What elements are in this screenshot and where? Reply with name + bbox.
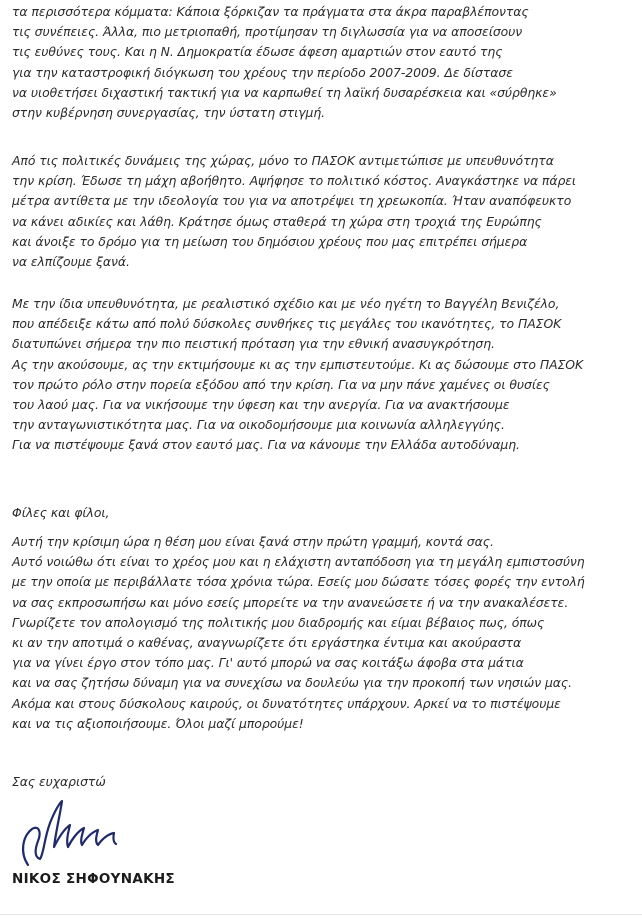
text-line: Ακόμα και στους δύσκολους καιρούς, οι δυνατότητες υπάρχουν. Αρκεί να το πιστέψουμε <box>12 695 561 711</box>
paragraph-3 <box>12 294 583 456</box>
text-line: για την καταστροφική διόγκωση του χρέους την περίοδο 2007-2009. Δε δίστασε <box>12 64 513 80</box>
text-line: για να γίνει έργο στον τόπο μας. Γι' αυτό μπορώ να σας κοιτάξω άφοβα στα μάτια <box>12 655 524 671</box>
text-line: τις συνέπειες. Άλλα, πιο μετριοπαθή, προτίμησαν τη διγλωσσία για να αποσείσουν <box>12 24 523 40</box>
text-line: τα περισσότερα κόμματα: Κάποια ξόρκιζαν τα πράγματα στα άκρα παραβλέποντας <box>12 4 529 19</box>
text-line: την ανταγωνιστικότητα μας. Για να οικοδομήσουμε μια κοινωνία αλληλεγγύης. <box>12 417 505 433</box>
paragraph-1 <box>12 2 557 123</box>
text-line: Για να πιστέψουμε ξανά στον εαυτό μας. Για να κάνουμε την Ελλάδα αυτοδύναμη. <box>12 437 520 453</box>
text-line: τις ευθύνες τους. Και η Ν. Δημοκρατία έδωσε άφεση αμαρτιών στον εαυτό της <box>12 44 503 60</box>
text-line: να υιοθετήσει διχαστική τακτική για να καρπωθεί τη λαϊκή δυσαρέσκεια και «σύρθηκε» <box>12 84 557 100</box>
salutation-text: Φίλες και φίλοι, <box>12 505 110 520</box>
text-line: Γνωρίζετε τον απολογισμό της πολιτικής μου διαδρομής και είμαι βέβαιος πως, όπως <box>12 614 545 630</box>
text-line: Από τις πολιτικές δυνάμεις της χώρας, μόνο το ΠΑΣΟΚ αντιμετώπισε με υπευθυνότητα <box>12 153 554 168</box>
text-line: με την οποία με περιβάλλατε τόσα χρόνια τώρα. Εσείς μου δώσατε τόσες φορές την εντολή <box>12 574 585 590</box>
paragraph-4 <box>12 532 585 734</box>
handwritten-signature <box>14 795 124 870</box>
text-line: την κρίση. Έδωσε τη μάχη αβοήθητο. Αψήφησε το πολιτικό κόστος. Αναγκάστηκε να πάρει <box>12 173 577 189</box>
bottom-divider <box>0 914 642 915</box>
text-line: και να σας ζητήσω δύναμη για να συνεχίσω να δουλεύω για την προκοπή των νησιών μας. <box>12 675 573 691</box>
text-line: να ελπίζουμε ξανά. <box>12 254 130 270</box>
text-line: στην κυβέρνηση συνεργασίας, την ύστατη στιγμή. <box>12 105 326 121</box>
text-line: και άνοιξε το δρόμο για τη μείωση του δημόσιου χρέους που μας επιτρέπει σήμερα <box>12 233 528 249</box>
salutation <box>12 503 109 523</box>
text-line: να σας εκπροσωπήσω και μόνο εσείς μπορείτε να την ανανεώσετε ή να την ανακαλέσετε. <box>12 594 569 610</box>
text-line: μέτρα αντίθετα με την ιδεολογία του για να αποτρέψει τη χρεωκοπία. Ήταν αναπόφευκτο <box>12 193 572 209</box>
text-line: διατυπώνει σήμερα την πιο πειστική πρόταση για την εθνική ανασυγκρότηση. <box>12 336 495 352</box>
closing-thanks <box>12 772 106 792</box>
text-line: Ας την ακούσουμε, ας την εκτιμήσουμε κι ας την εμπιστευτούμε. Κι ας δώσουμε στο ΠΑΣΟΚ <box>12 356 584 372</box>
text-line: Με την ίδια υπευθυνότητα, με ρεαλιστικό σχέδιο και με νέο ηγέτη το Βαγγέλη Βενιζέλο, <box>12 296 560 311</box>
text-line: και να τις αξιοποιήσουμε. Όλοι μαζί μπορούμε! <box>12 715 304 731</box>
signer-name: ΝΙΚΟΣ ΣΗΦΟΥΝΑΚΗΣ <box>12 871 175 887</box>
thanks-text: Σας ευχαριστώ <box>12 774 106 789</box>
text-line: Αυτό νοιώθω ότι είναι το χρέος μου και η ελάχιστη ανταπόδοση για τη μεγάλη εμπιστοσύνη <box>12 554 585 570</box>
text-line: που απέδειξε κάτω από πολύ δύσκολες συνθήκες τις μεγάλες του ικανότητες, το ΠΑΣΟΚ <box>12 316 562 332</box>
text-line: τον πρώτο ρόλο στην πορεία εξόδου από την κρίση. Για να μην πάνε χαμένες οι θυσίες <box>12 376 550 392</box>
paragraph-2 <box>12 151 576 272</box>
text-line: Αυτή την κρίσιμη ώρα η θέση μου είναι ξανά στην πρώτη γραμμή, κοντά σας. <box>12 534 494 549</box>
text-line: του λαού μας. Για να νικήσουμε την ύφεση και την ανεργία. Για να ανακτήσουμε <box>12 397 510 413</box>
signature-stroke <box>23 801 116 865</box>
text-line: να κάνει αδικίες και λάθη. Κράτησε όμως σταθερά τη χώρα στη τροχιά της Ευρώπης <box>12 213 542 229</box>
text-line: κι αν την αποτιμά ο καθένας, αναγνωρίζετε ότι εργάστηκα έντιμα και ακούραστα <box>12 635 522 651</box>
